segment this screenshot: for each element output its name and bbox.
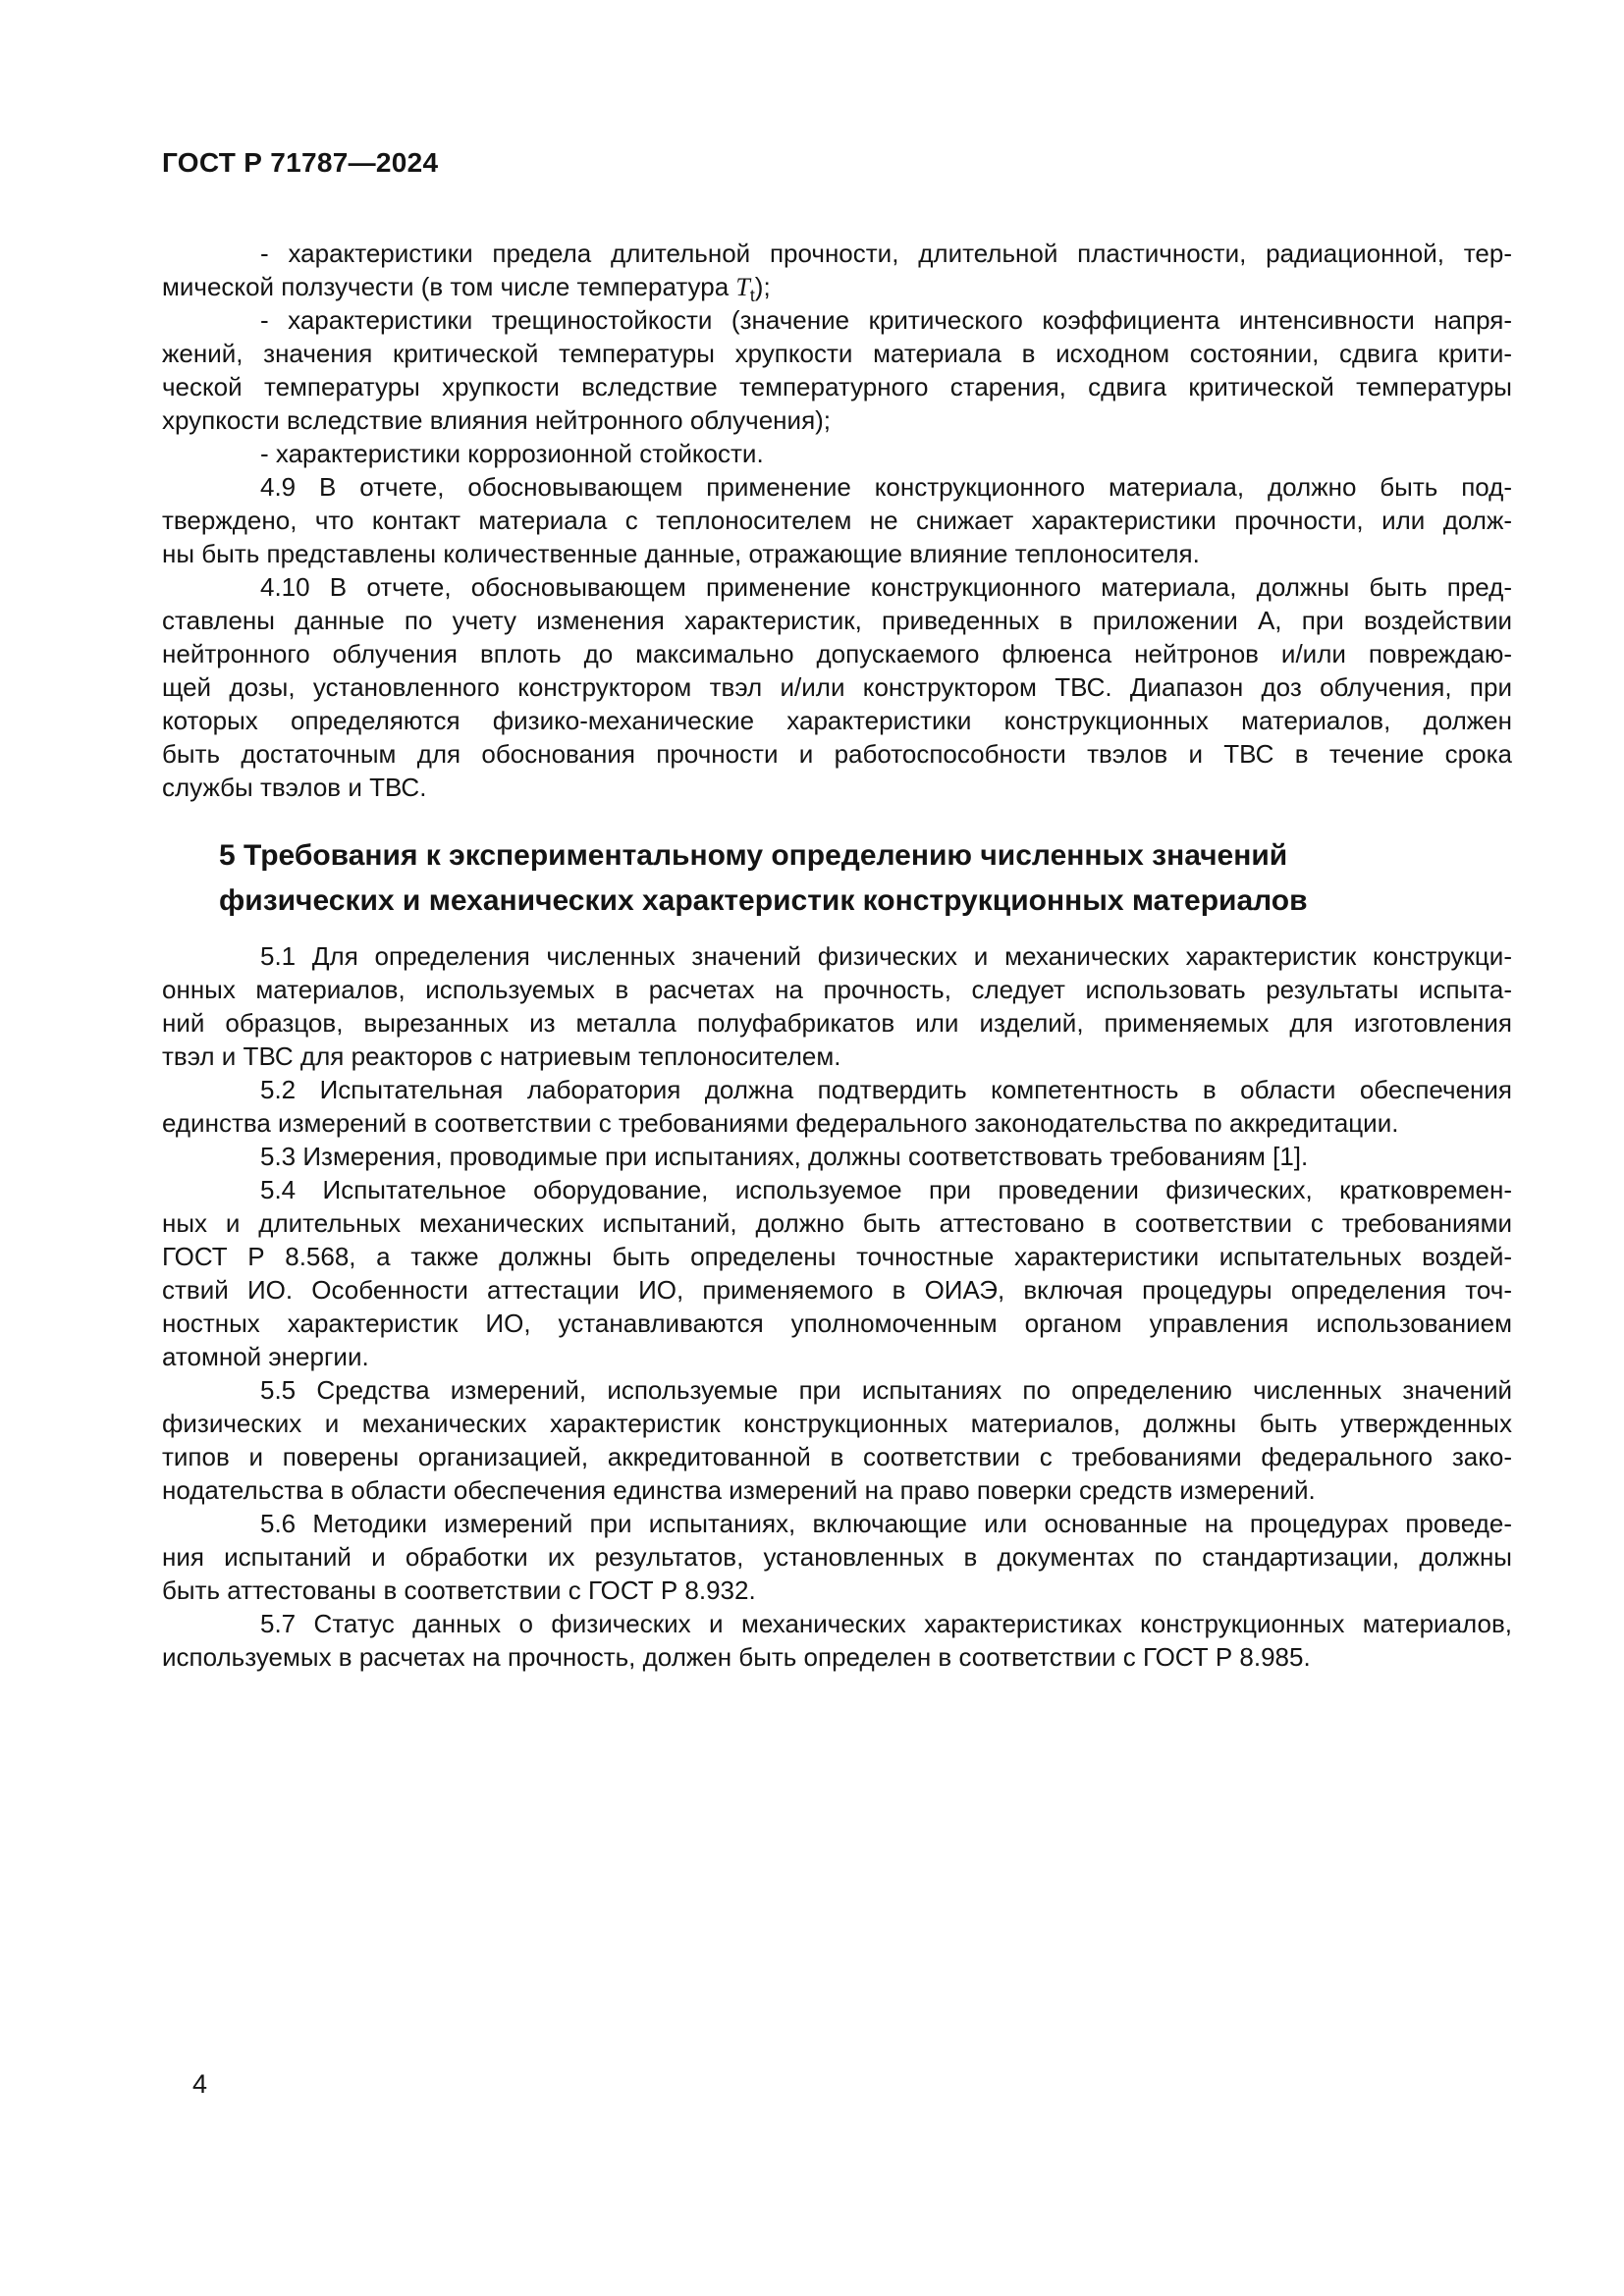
paragraph — [162, 1073, 1512, 1140]
paragraph — [162, 1173, 1512, 1373]
text-line: используемых в расчетах на прочность, должен быть определен в соответствии с ГОСТ Р 8.985. — [162, 1642, 1311, 1672]
text-line: хрупкости вследствие влияния нейтронного облучения); — [162, 405, 832, 435]
text-line: жений, значения критической температуры хрупкости материала в исходном состоянии, сдвига крити- — [162, 339, 1512, 368]
text-line: ны быть представлены количественные данные, отражающие влияние теплоносителя. — [162, 539, 1200, 568]
paragraph — [162, 303, 1512, 437]
text-line: нодательства в области обеспечения единства измерений на право поверки средств измерений. — [162, 1475, 1316, 1505]
text-line: физических и механических характеристик конструкционных материалов, должны быть утвержденных — [162, 1409, 1512, 1438]
text-line: физических и механических характеристик конструкционных материалов — [219, 884, 1308, 917]
text-line: 5.2 Испытательная лаборатория должна подтвердить компетентность в области обеспечения — [260, 1075, 1512, 1104]
paragraph — [162, 437, 1512, 470]
paragraph — [162, 1373, 1512, 1507]
text-line: ния испытаний и обработки их результатов, установленных в документах по стандартизации, должны — [162, 1542, 1512, 1572]
text-line: ностных характеристик ИО, устанавливаются уполномоченным органом управления использованием — [162, 1308, 1512, 1338]
text-line: ческой температуры хрупкости вследствие температурного старения, сдвига критической температуры — [162, 372, 1512, 401]
paragraph — [162, 237, 1512, 303]
text-line: нейтронного облучения вплоть до максимально допускаемого флюенса нейтронов и/или повреждаю- — [162, 639, 1512, 668]
text-line: ГОСТ Р 8.568, а также должны быть определены точностные характеристики испытательных воздей- — [162, 1242, 1512, 1271]
text-line: 5.5 Средства измерений, используемые при испытаниях по определению численных значений — [260, 1375, 1512, 1405]
text-line: твэл и ТВС для реакторов с натриевым теплоносителем. — [162, 1041, 841, 1071]
text-line: которых определяются физико-механические характеристики конструкционных материалов, должен — [162, 706, 1512, 735]
text-line: ний образцов, вырезанных из металла полуфабрикатов или изделий, применяемых для изготовления — [162, 1008, 1512, 1038]
text-line: 5.4 Испытательное оборудование, используемое при проведении физических, кратковремен- — [260, 1175, 1512, 1204]
paragraph — [162, 1607, 1512, 1674]
paragraph — [162, 1140, 1512, 1173]
text-line: онных материалов, используемых в расчетах на прочность, следует использовать результаты испыта- — [162, 975, 1512, 1004]
text-line: быть достаточным для обоснования прочности и работоспособности твэлов и ТВС в течение срока — [162, 739, 1512, 769]
text-line: тверждено, что контакт материала с теплоносителем не снижает характеристики прочности, или долж- — [162, 506, 1512, 535]
text-line: службы твэлов и ТВС. — [162, 773, 427, 802]
text-line: типов и поверены организацией, аккредитованной в соответствии с требованиями федерального зако- — [162, 1442, 1512, 1471]
document-body — [162, 237, 1512, 1674]
text-line: щей дозы, установленного конструктором твэл и/или конструктором ТВС. Диапазон доз облучения, при — [162, 672, 1512, 702]
text-line: 4.10 В отчете, обосновывающем применение конструкционного материала, должны быть пред- — [260, 572, 1512, 602]
text-line: 4.9 В отчете, обосновывающем применение конструкционного материала, должно быть под- — [260, 472, 1512, 502]
document-header-designation: ГОСТ Р 71787—2024 — [162, 147, 439, 178]
paragraph — [162, 570, 1512, 804]
paragraph — [162, 470, 1512, 570]
paragraph — [162, 939, 1512, 1073]
section-heading — [219, 833, 1512, 924]
text-line: 5.6 Методики измерений при испытаниях, включающие или основанные на процедурах проведе- — [260, 1509, 1512, 1538]
text-line: ставлены данные по учету изменения характеристик, приведенных в приложении А, при воздействии — [162, 606, 1512, 635]
text-line: - характеристики коррозионной стойкости. — [260, 439, 764, 468]
text-line: единства измерений в соответствии с требованиями федерального законодательства по аккредитации. — [162, 1108, 1399, 1138]
page-number: 4 — [192, 2069, 208, 2099]
text-line: ствий ИО. Особенности аттестации ИО, применяемого в ОИАЭ, включая процедуры определения точ- — [162, 1275, 1512, 1305]
text-line: мической ползучести (в том числе температура $T_t$); — [162, 272, 771, 303]
text-line: 5.7 Статус данных о физических и механических характеристиках конструкционных материалов, — [260, 1609, 1512, 1638]
paragraph — [162, 1507, 1512, 1607]
text-line: атомной энергии. — [162, 1342, 369, 1371]
text-line: быть аттестованы в соответствии с ГОСТ Р 8.932. — [162, 1575, 756, 1605]
text-line: 5 Требования к экспериментальному определению численных значений — [219, 839, 1288, 872]
text-line: ных и длительных механических испытаний, должно быть аттестовано в соответствии с требованиями — [162, 1208, 1512, 1238]
text-line: 5.3 Измерения, проводимые при испытаниях, должны соответствовать требованиям [1]. — [260, 1142, 1309, 1171]
text-line: - характеристики предела длительной прочности, длительной пластичности, радиационной, тер- — [260, 239, 1512, 268]
text-line: - характеристики трещиностойкости (значение критического коэффициента интенсивности напря- — [260, 305, 1512, 335]
text-line: 5.1 Для определения численных значений физических и механических характеристик конструкци- — [260, 941, 1512, 971]
